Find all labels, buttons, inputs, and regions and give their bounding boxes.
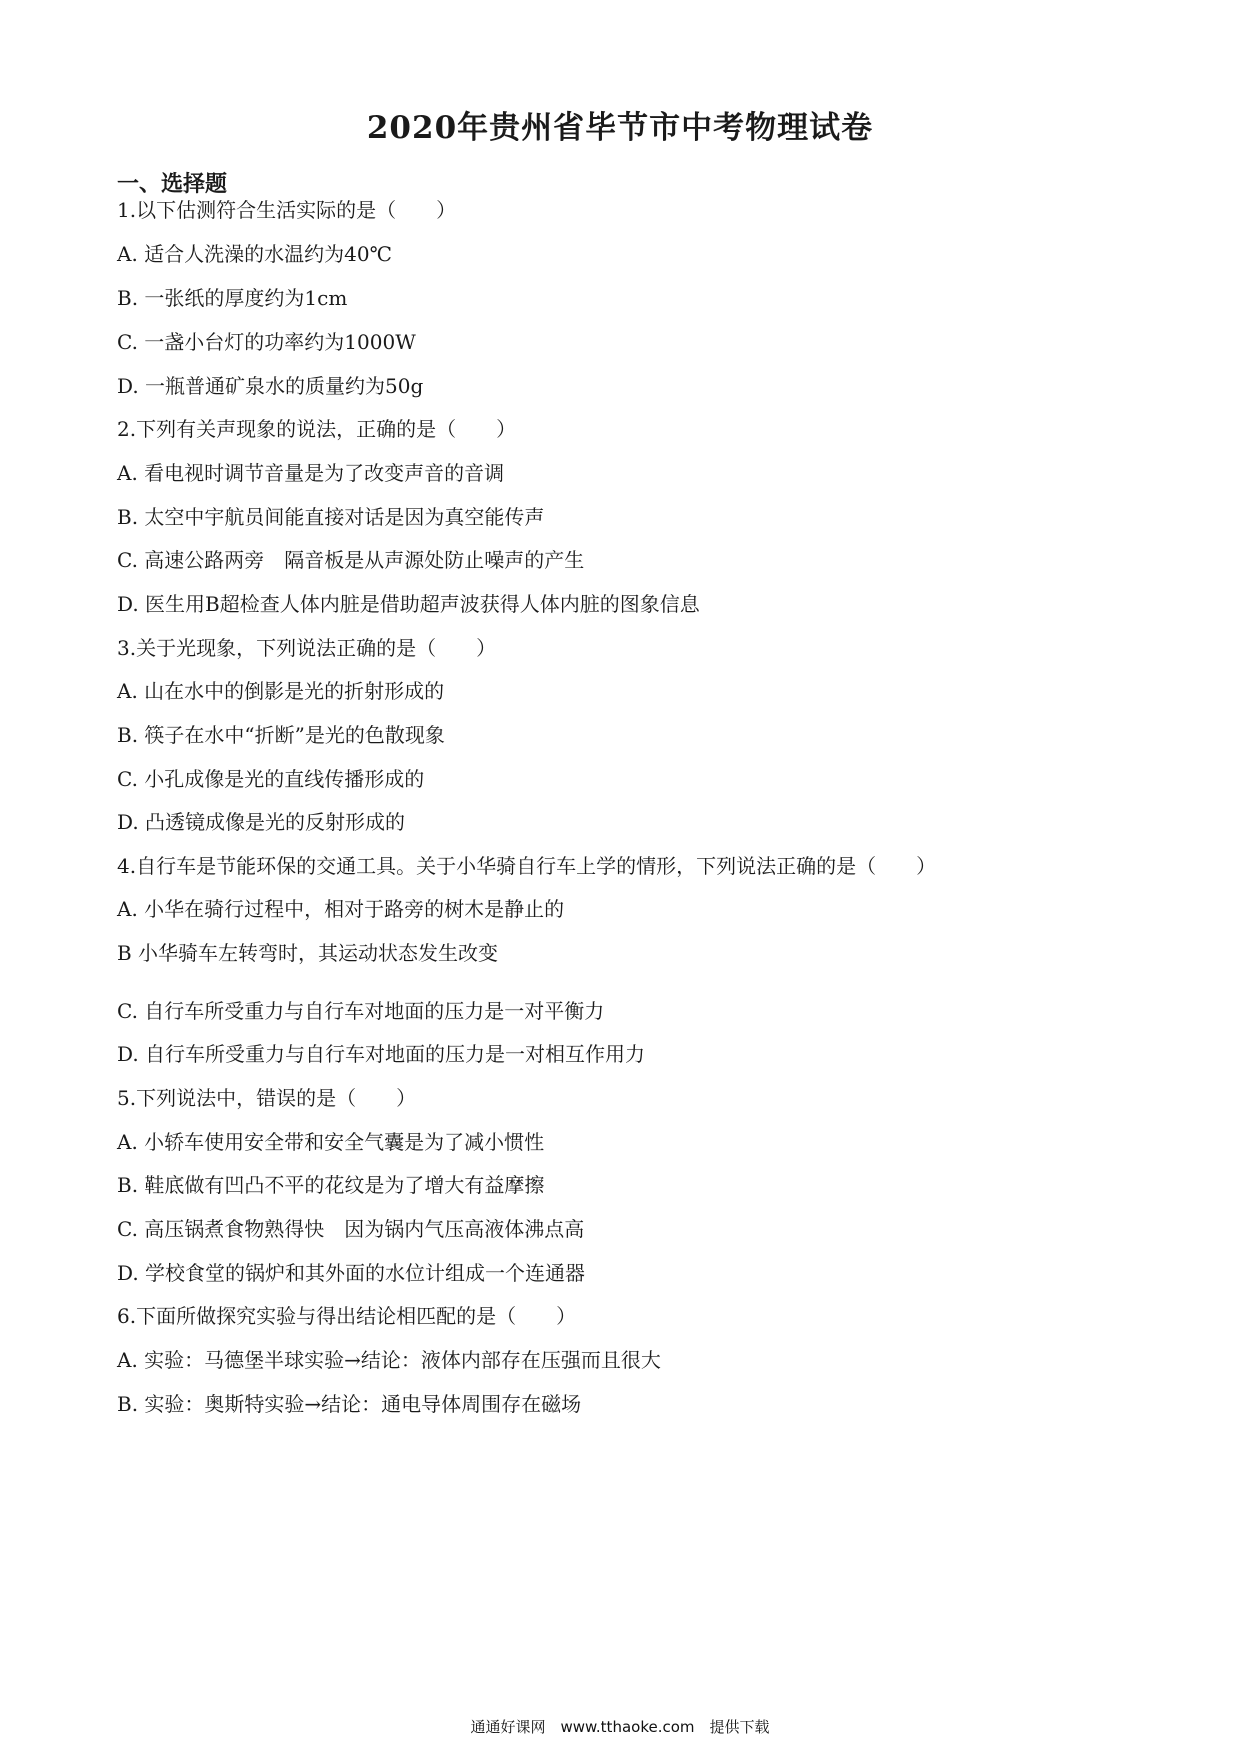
question-3-option-d: D. 凸透镜成像是光的反射形成的 [117, 810, 406, 834]
question-1-option-d: D. 一瓶普通矿泉水的质量约为50g [117, 374, 424, 398]
question-5-option-a: A. 小轿车使用安全带和安全气囊是为了减小惯性 [117, 1130, 545, 1154]
section-heading: 一、选择题 [117, 171, 228, 197]
question-3-option-b: B. 筷子在水中“折断”是光的色散现象 [117, 723, 445, 747]
question-3-stem: 3.关于光现象，下列说法正确的是（ ） [117, 636, 497, 660]
question-1-option-c: C. 一盏小台灯的功率约为1000W [117, 330, 416, 354]
question-2-option-b: B. 太空中宇航员间能直接对话是因为真空能传声 [117, 505, 545, 529]
question-1-stem: 1.以下估测符合生活实际的是（ ） [117, 198, 457, 222]
question-4-option-d: D. 自行车所受重力与自行车对地面的压力是一对相互作用力 [117, 1042, 646, 1066]
question-3-option-a: A. 山在水中的倒影是光的折射形成的 [117, 679, 445, 703]
question-4-option-b: B 小华骑车左转弯时，其运动状态发生改变 [117, 941, 499, 965]
question-5-stem: 5.下列说法中，错误的是（ ） [117, 1086, 417, 1110]
page-title: 2020年贵州省毕节市中考物理试卷 [366, 110, 874, 146]
question-5-option-b: B. 鞋底做有凹凸不平的花纹是为了增大有益摩擦 [117, 1173, 545, 1197]
question-1-option-a: A. 适合人洗澡的水温约为40℃ [117, 242, 392, 266]
question-6-option-b: B. 实验：奥斯特实验→结论：通电导体周围存在磁场 [117, 1392, 582, 1416]
footer-watermark: 通通好课网 www.tthaoke.com 提供下载 [470, 1718, 770, 1736]
question-4-stem: 4.自行车是节能环保的交通工具。关于小华骑自行车上学的情形，下列说法正确的是（ ） [117, 854, 937, 878]
question-1-option-b: B. 一张纸的厚度约为1cm [117, 286, 348, 310]
question-4-option-a: A. 小华在骑行过程中，相对于路旁的树木是静止的 [117, 897, 565, 921]
question-2-option-d: D. 医生用B超检查人体内脏是借助超声波获得人体内脏的图象信息 [117, 592, 700, 616]
question-5-option-c: C. 高压锅煮食物熟得快 因为锅内气压高液体沸点高 [117, 1217, 585, 1241]
question-4-option-c: C. 自行车所受重力与自行车对地面的压力是一对平衡力 [117, 999, 605, 1023]
question-3-option-c: C. 小孔成像是光的直线传播形成的 [117, 767, 425, 791]
question-6-stem: 6.下面所做探究实验与得出结论相匹配的是（ ） [117, 1304, 577, 1328]
question-6-option-a: A. 实验：马德堡半球实验→结论：液体内部存在压强而且很大 [117, 1348, 661, 1372]
question-2-stem: 2.下列有关声现象的说法，正确的是（ ） [117, 417, 517, 441]
question-2-option-a: A. 看电视时调节音量是为了改变声音的音调 [117, 461, 505, 485]
question-2-option-c: C. 高速公路两旁 隔音板是从声源处防止噪声的产生 [117, 548, 585, 572]
question-5-option-d: D. 学校食堂的锅炉和其外面的水位计组成一个连通器 [117, 1261, 586, 1285]
